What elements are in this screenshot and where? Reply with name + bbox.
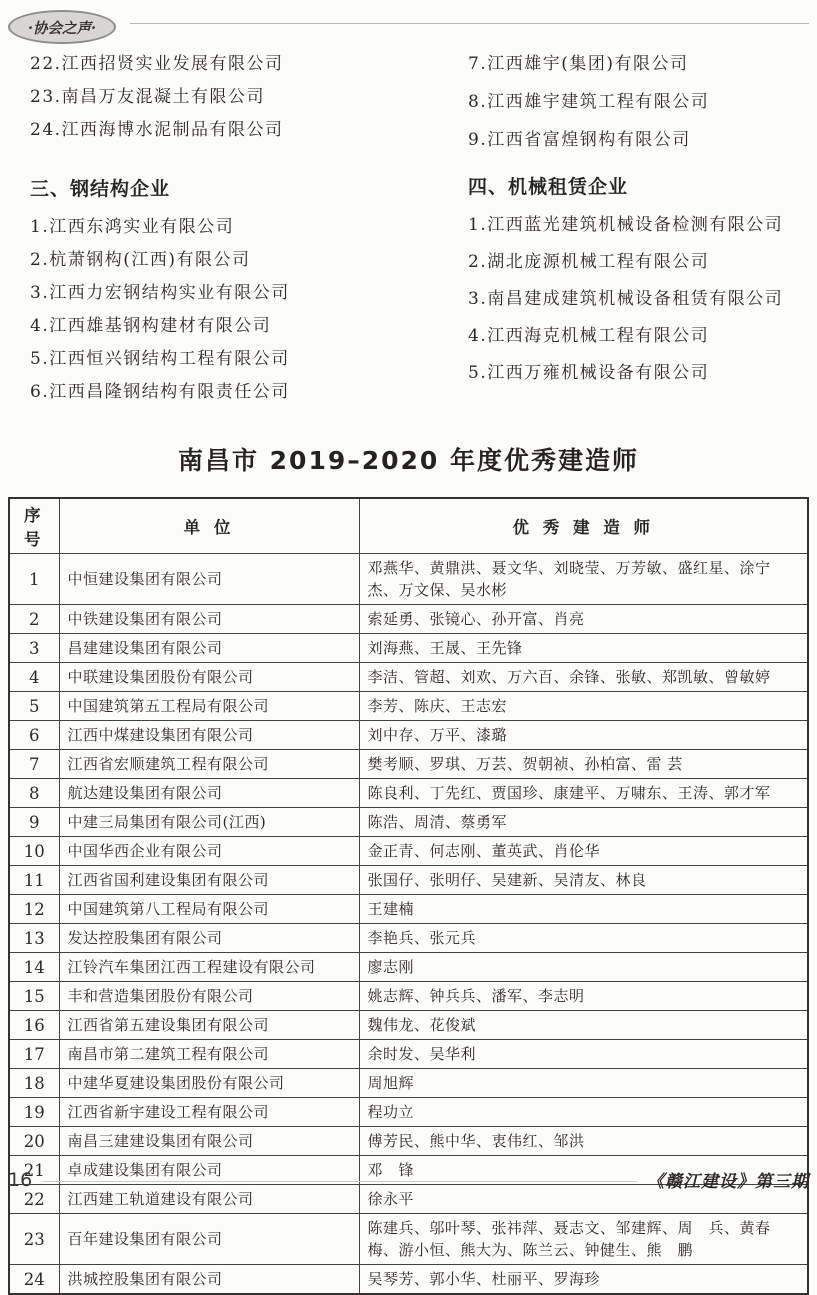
company-lists-left-column [8, 54, 428, 415]
table-cell-names: 徐永平 [359, 1185, 808, 1214]
table-row [9, 634, 808, 663]
table-row [9, 1098, 808, 1127]
table-cell-names: 张国仔、张明仔、吴建新、吴清友、林良 [359, 866, 808, 895]
machinery-rental-companies-list [468, 215, 788, 383]
table-row [9, 750, 808, 779]
table-cell-company: 中国建筑第五工程局有限公司 [59, 692, 359, 721]
company-list-item: 2.杭萧钢构(江西)有限公司 [30, 250, 251, 270]
company-list-item: 9.江西省富煌钢构有限公司 [468, 130, 691, 150]
table-row [9, 1069, 808, 1098]
column-header-names: 优 秀 建 造 师 [359, 498, 808, 554]
company-list-item: 3.南昌建成建筑机械设备租赁有限公司 [468, 289, 784, 309]
table-row [9, 1214, 808, 1265]
table-cell-names: 李洁、管超、刘欢、万六百、余锋、张敏、郑凯敏、曾敏婷 [359, 663, 808, 692]
table-row [9, 721, 808, 750]
table-cell-company: 昌建建设集团有限公司 [59, 634, 359, 663]
table-row [9, 808, 808, 837]
table-cell-no: 21 [9, 1156, 59, 1185]
page-title: 南昌市 2019–2020 年度优秀建造师 [177, 446, 640, 475]
table-cell-names: 王建楠 [359, 895, 808, 924]
table-cell-company: 发达控股集团有限公司 [59, 924, 359, 953]
table-row [9, 779, 808, 808]
table-cell-names: 金正青、何志刚、董英武、肖伦华 [359, 837, 808, 866]
table-cell-names: 陈浩、周清、蔡勇军 [359, 808, 808, 837]
table-cell-company: 中国建筑第八工程局有限公司 [59, 895, 359, 924]
section-badge [8, 10, 116, 44]
table-cell-no: 7 [9, 750, 59, 779]
table-cell-names: 姚志辉、钟兵兵、潘军、李志明 [359, 982, 808, 1011]
table-cell-no: 2 [9, 605, 59, 634]
table-cell-names: 陈良利、丁先红、贾国珍、康建平、万啸东、王涛、郭才军 [359, 779, 808, 808]
table-cell-no: 13 [9, 924, 59, 953]
header-rule [130, 23, 809, 24]
table-cell-company: 百年建设集团有限公司 [59, 1214, 359, 1265]
column-header-no: 序号 [9, 498, 59, 554]
section-badge-label: ·协会之声· [27, 19, 97, 37]
table-row [9, 1265, 808, 1295]
table-row [9, 895, 808, 924]
table-cell-company: 中铁建设集团有限公司 [59, 605, 359, 634]
table-cell-company: 中恒建设集团有限公司 [59, 554, 359, 605]
table-cell-no: 15 [9, 982, 59, 1011]
table-row [9, 1040, 808, 1069]
table-cell-names: 余时发、吴华利 [359, 1040, 808, 1069]
table-cell-company: 洪城控股集团有限公司 [59, 1265, 359, 1295]
table-cell-names: 周旭辉 [359, 1069, 808, 1098]
table-cell-company: 江西省新宇建设工程有限公司 [59, 1098, 359, 1127]
table-cell-no: 3 [9, 634, 59, 663]
table-cell-company: 江铃汽车集团江西工程建设有限公司 [59, 953, 359, 982]
company-list-item: 4.江西雄基钢构建材有限公司 [30, 316, 272, 336]
table-cell-company: 江西建工轨道建设有限公司 [59, 1185, 359, 1214]
table-cell-company: 南昌三建建设集团有限公司 [59, 1127, 359, 1156]
company-lists [8, 54, 809, 415]
table-row [9, 1011, 808, 1040]
steel-companies-list-continued [468, 54, 788, 150]
table-row [9, 1127, 808, 1156]
builders-table-head [9, 498, 808, 554]
table-cell-no: 1 [9, 554, 59, 605]
table-cell-names: 魏伟龙、花俊斌 [359, 1011, 808, 1040]
company-list-item: 7.江西雄宇(集团)有限公司 [468, 54, 689, 74]
table-row [9, 605, 808, 634]
table-cell-names: 索延勇、张镜心、孙开富、肖亮 [359, 605, 808, 634]
company-list-item: 3.江西力宏钢结构实业有限公司 [30, 283, 290, 303]
table-row [9, 866, 808, 895]
column-header-company: 单 位 [59, 498, 359, 554]
company-list-item: 2.湖北庞源机械工程有限公司 [468, 252, 710, 272]
table-cell-company: 中国华西企业有限公司 [59, 837, 359, 866]
table-cell-no: 18 [9, 1069, 59, 1098]
table-cell-no: 20 [9, 1127, 59, 1156]
table-cell-no: 9 [9, 808, 59, 837]
table-cell-names: 廖志刚 [359, 953, 808, 982]
table-cell-no: 10 [9, 837, 59, 866]
table-cell-names: 傅芳民、熊中华、衷伟红、邹洪 [359, 1127, 808, 1156]
machinery-rental-section-heading: 四、机械租赁企业 [468, 176, 629, 198]
company-list-item: 1.江西东鸿实业有限公司 [30, 217, 235, 237]
table-cell-names: 刘海燕、王晟、王先锋 [359, 634, 808, 663]
table-cell-no: 12 [9, 895, 59, 924]
table-cell-names: 吴琴芳、郭小华、杜丽平、罗海珍 [359, 1265, 808, 1295]
table-cell-no: 16 [9, 1011, 59, 1040]
company-list-item: 8.江西雄宇建筑工程有限公司 [468, 92, 710, 112]
table-cell-company: 中建华夏建设集团股份有限公司 [59, 1069, 359, 1098]
table-cell-names: 邓 锋 [359, 1156, 808, 1185]
table-cell-names: 李艳兵、张元兵 [359, 924, 808, 953]
table-row [9, 554, 808, 605]
table-row [9, 837, 808, 866]
table-cell-names: 程功立 [359, 1098, 808, 1127]
page-number: 16 [8, 1168, 33, 1191]
table-cell-company: 卓成建设集团有限公司 [59, 1156, 359, 1185]
table-header-row [9, 498, 808, 554]
concrete-companies-list-continued [30, 54, 428, 140]
table-cell-no: 19 [9, 1098, 59, 1127]
table-cell-no: 17 [9, 1040, 59, 1069]
steel-structure-companies-list [30, 217, 428, 402]
table-cell-no: 4 [9, 663, 59, 692]
table-cell-no: 23 [9, 1214, 59, 1265]
journal-issue-label: 《赣江建设》第三期 [647, 1172, 809, 1192]
table-cell-company: 中联建设集团股份有限公司 [59, 663, 359, 692]
table-cell-company: 丰和营造集团股份有限公司 [59, 982, 359, 1011]
company-list-item: 1.江西蓝光建筑机械设备检测有限公司 [468, 215, 784, 235]
table-cell-company: 航达建设集团有限公司 [59, 779, 359, 808]
table-cell-company: 南昌市第二建筑工程有限公司 [59, 1040, 359, 1069]
table-row [9, 692, 808, 721]
table-cell-company: 江西省国利建设集团有限公司 [59, 866, 359, 895]
table-row [9, 982, 808, 1011]
company-lists-right-column [428, 54, 788, 415]
company-list-item: 22.江西招贤实业发展有限公司 [30, 54, 284, 74]
table-cell-company: 江西省第五建设集团有限公司 [59, 1011, 359, 1040]
table-cell-no: 22 [9, 1185, 59, 1214]
company-list-item: 24.江西海博水泥制品有限公司 [30, 120, 284, 140]
table-cell-names: 樊考顺、罗琪、万芸、贺朝祯、孙柏富、雷 芸 [359, 750, 808, 779]
company-list-item: 5.江西恒兴钢结构工程有限公司 [30, 349, 290, 369]
table-cell-no: 11 [9, 866, 59, 895]
table-cell-no: 6 [9, 721, 59, 750]
table-cell-no: 14 [9, 953, 59, 982]
table-cell-no: 5 [9, 692, 59, 721]
table-cell-names: 刘中存、万平、漆璐 [359, 721, 808, 750]
table-cell-company: 中建三局集团有限公司(江西) [59, 808, 359, 837]
footer-rule [42, 1181, 637, 1182]
page-header [8, 10, 809, 44]
company-list-item: 4.江西海克机械工程有限公司 [468, 326, 710, 346]
table-cell-company: 江西中煤建设集团有限公司 [59, 721, 359, 750]
table-cell-names: 陈建兵、邬叶琴、张祎萍、聂志文、邹建辉、周 兵、黄春梅、游小恒、熊大为、陈兰云、钟健生、熊 鹏 [359, 1214, 808, 1265]
company-list-item: 23.南昌万友混凝土有限公司 [30, 87, 266, 107]
table-cell-no: 24 [9, 1265, 59, 1295]
page-footer [8, 1167, 809, 1192]
steel-structure-section-heading: 三、钢结构企业 [30, 178, 171, 200]
table-row [9, 663, 808, 692]
table-row [9, 953, 808, 982]
table-cell-company: 江西省宏顺建筑工程有限公司 [59, 750, 359, 779]
table-row [9, 924, 808, 953]
company-list-item: 6.江西昌隆钢结构有限责任公司 [30, 382, 290, 402]
table-cell-names: 邓燕华、黄鼎洪、聂文华、刘晓莹、万芳敏、盛红星、涂宁杰、万文保、吴水彬 [359, 554, 808, 605]
table-cell-no: 8 [9, 779, 59, 808]
table-cell-names: 李芳、陈庆、王志宏 [359, 692, 808, 721]
company-list-item: 5.江西万雍机械设备有限公司 [468, 363, 710, 383]
